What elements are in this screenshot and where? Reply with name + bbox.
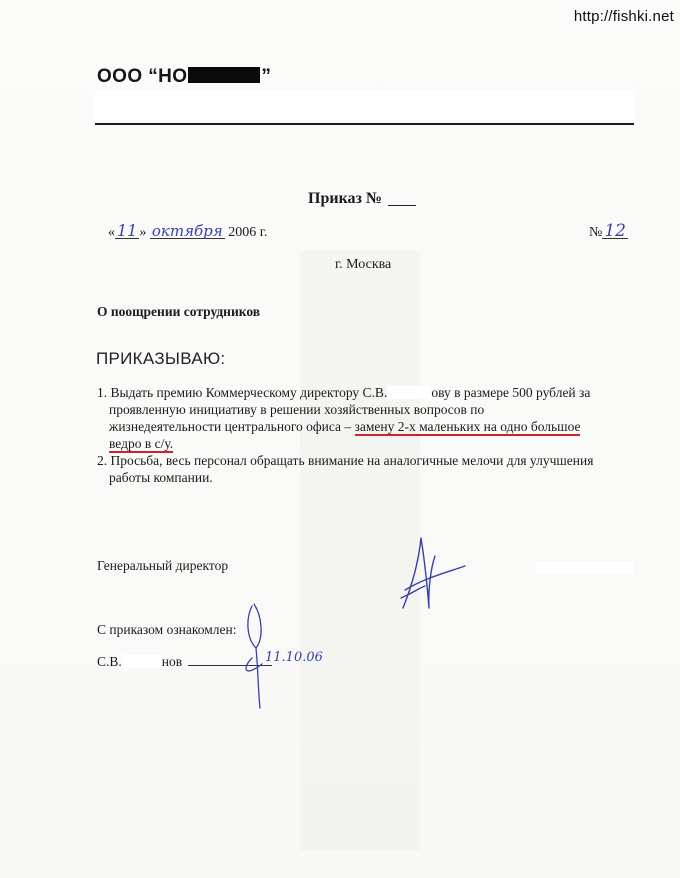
redaction-block: [122, 655, 162, 668]
order-date: [108, 221, 268, 241]
item-2: [97, 452, 617, 486]
acknowledged-label: С приказом ознакомлен:: [97, 622, 237, 637]
item-1-line-2: проявленную инициативу в решении хозяйственных вопросов по: [109, 402, 485, 417]
order-number: [589, 221, 628, 241]
employee-date-handwritten: 11.10.06: [265, 650, 323, 665]
item-1-line-3-plain: жизнедеятельности центрального офиса –: [109, 419, 355, 434]
redacted-director-name: [536, 561, 634, 574]
item-2-line-1: 2. Просьба, весь персонал обращать внимание на аналогичные мелочи для улучшения: [97, 453, 594, 468]
date-day-handwritten: 11: [117, 221, 138, 240]
director-signature: [395, 528, 475, 618]
item-1-red-underlined-text-end: ведро в с/у.: [109, 436, 174, 451]
redaction-block: [387, 386, 431, 399]
date-close-quote: »: [139, 225, 147, 240]
company-name-suffix: ”: [261, 66, 272, 87]
item-1: [97, 384, 617, 452]
director-label: Генеральный директор: [97, 558, 229, 573]
item-2-line-2: работы компании.: [109, 470, 213, 485]
order-body: [97, 384, 617, 486]
header-rule: [95, 123, 634, 125]
item-1-text-b: ову в размере 500 рублей за: [431, 385, 591, 400]
employee-surname-end: нов: [161, 654, 183, 669]
item-1-line-3: [97, 418, 617, 435]
order-title-text: Приказ №: [308, 190, 383, 207]
date-month-handwritten: октября: [151, 222, 223, 240]
item-1-red-underlined-text: замену 2-х маленьких на одно большое: [354, 419, 581, 434]
company-name-prefix: ООО “НО: [97, 66, 188, 87]
redacted-address-bar: [95, 90, 635, 120]
date-year: 2006 г.: [228, 225, 268, 240]
order-number-handwritten: 12: [604, 221, 626, 241]
order-title-blank: [388, 204, 416, 206]
city: г. Москва: [335, 257, 392, 272]
directive-heading: ПРИКАЗЫВАЮ:: [96, 349, 226, 368]
date-open-quote: «: [108, 225, 115, 240]
company-name: [97, 66, 271, 88]
employee-initials: С.В.: [97, 654, 122, 669]
order-subject: О поощрении сотрудников: [97, 304, 261, 319]
redaction-block: [188, 67, 260, 83]
order-number-prefix: №: [589, 225, 603, 240]
item-1-line-4: [97, 435, 617, 452]
watermark-text: http://fishki.net: [573, 8, 674, 25]
order-title: [308, 190, 416, 208]
item-1-text-a: 1. Выдать премию Коммерческому директору С.В.: [97, 385, 388, 400]
